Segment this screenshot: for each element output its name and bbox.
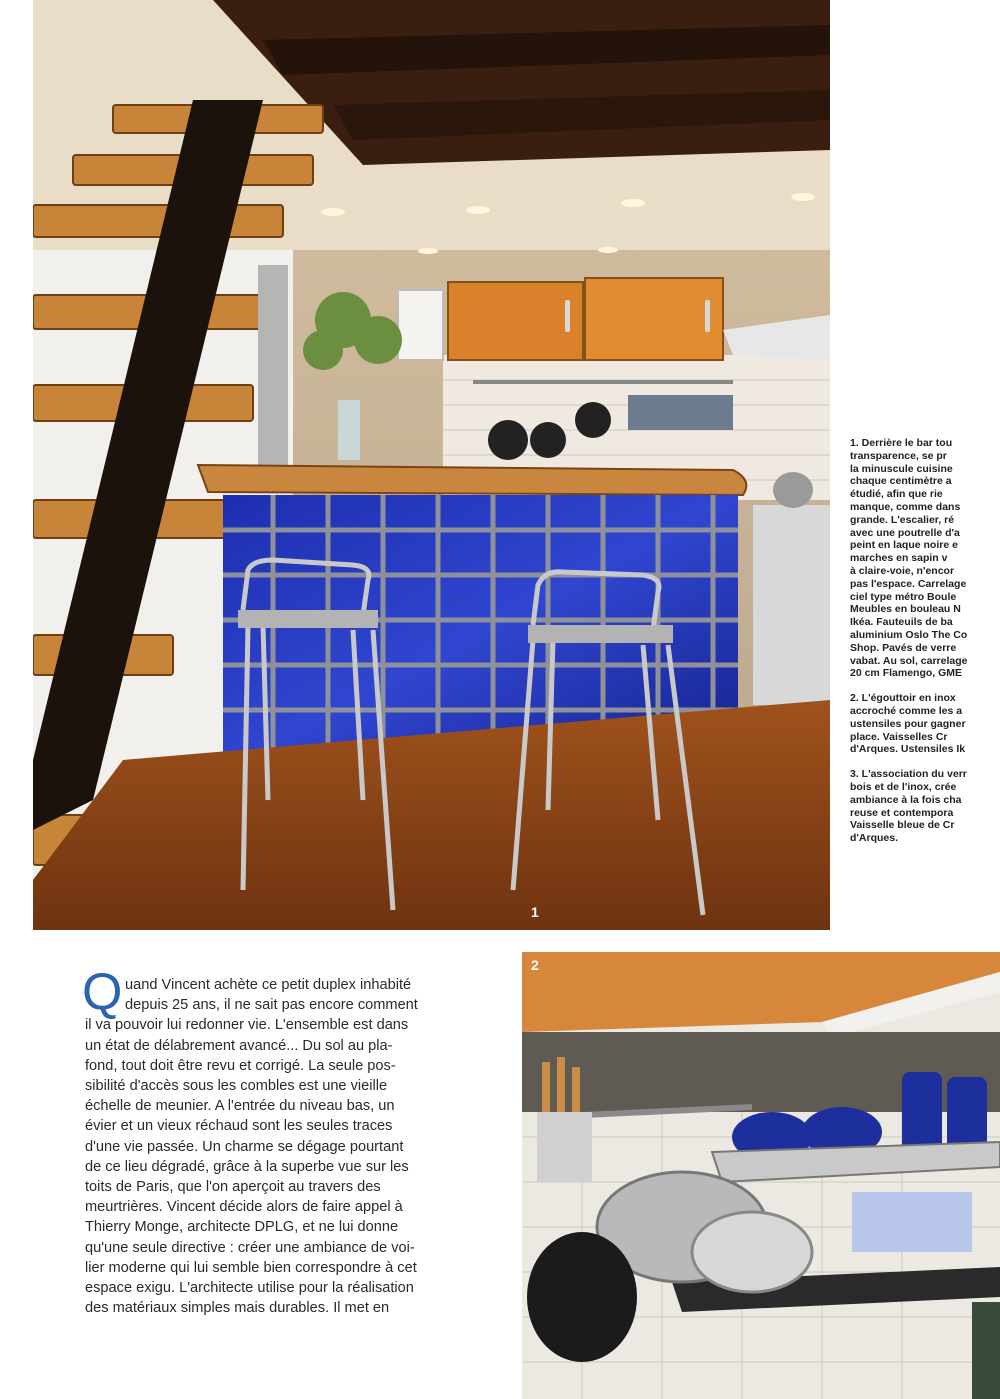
caption-line: aluminium Oslo The Co — [850, 628, 968, 641]
caption-line: marches en sapin v — [850, 552, 948, 565]
caption-line: d'Arques. Ustensiles Ik — [850, 743, 966, 756]
caption-line: 20 cm Flamengo, GME — [850, 667, 963, 680]
caption-line: d'Arques. — [850, 832, 899, 845]
article-line: il va pouvoir lui redonner vie. L'ensemble est dans — [85, 1017, 409, 1034]
caption-line: Vaisselle bleue de Cr — [850, 819, 955, 832]
caption-line: ambiance à la fois cha — [850, 793, 962, 806]
dish-rack-illustration — [522, 952, 1000, 1399]
article-line: fond, tout doit être revu et corrigé. La seule pos- — [85, 1057, 396, 1074]
article-line: échelle de meunier. A l'entrée du niveau bas, un — [85, 1098, 395, 1115]
caption-line: avec une poutrelle d'a — [850, 526, 960, 539]
article-line: évier et un vieux réchaud sont les seules traces — [85, 1118, 393, 1135]
drop-cap: Q — [82, 963, 123, 1021]
caption-3 — [850, 768, 1000, 845]
article-line: depuis 25 ans, il ne sait pas encore comment — [125, 997, 418, 1014]
caption-line: Ikéa. Fauteuils de ba — [850, 616, 953, 629]
caption-line: transparence, se pr — [850, 449, 947, 462]
caption-line: accroché comme les a — [850, 704, 963, 717]
caption-line: pas l'espace. Carrelage — [850, 577, 967, 590]
caption-line: reuse et contempora — [850, 806, 954, 819]
kitchen-illustration — [33, 0, 830, 930]
caption-line: place. Vaisselles Cr — [850, 730, 948, 743]
caption-line: 1. Derrière le bar tou — [850, 437, 953, 449]
article-line: sibilité d'accès sous les combles est une vieille — [85, 1078, 388, 1095]
caption-line: ustensiles pour gagner — [850, 717, 966, 730]
caption-2 — [850, 692, 1000, 756]
caption-1 — [850, 437, 1000, 680]
caption-line: 3. L'association du verr — [850, 768, 967, 781]
caption-line: ciel type métro Boule — [850, 590, 957, 603]
kitchen-bar-photo — [33, 0, 830, 930]
article-line: d'une vie passée. Un charme se dégage pourtant — [85, 1138, 404, 1155]
caption-line: grande. L'escalier, ré — [850, 513, 955, 526]
article-line: espace exigu. L'architecte utilise pour la réalisation — [85, 1280, 414, 1297]
article-line: des matériaux simples mais durables. Il met en — [85, 1300, 390, 1317]
photo-number-1: 1 — [531, 904, 539, 920]
caption-line: 2. L'égouttoir en inox — [850, 692, 956, 705]
article-line: meurtrières. Vincent décide alors de faire appel à — [85, 1199, 403, 1216]
caption-line: Shop. Pavés de verre — [850, 641, 957, 654]
caption-line: manque, comme dans — [850, 500, 961, 513]
dish-rack-photo — [522, 952, 1000, 1399]
caption-line: à claire-voie, n'encor — [850, 564, 955, 577]
caption-line: étudié, afin que rie — [850, 488, 943, 501]
captions-column — [850, 437, 1000, 857]
article-line: toits de Paris, que l'on aperçoit au travers des — [85, 1179, 381, 1196]
article-line: Thierry Monge, architecte DPLG, et ne lui donne — [85, 1219, 399, 1236]
article-line: lier moderne qui lui semble bien correspondre à cet — [85, 1259, 417, 1276]
caption-line: peint en laque noire e — [850, 539, 958, 552]
article-line: qu'une seule directive : créer une ambiance de voi- — [85, 1239, 415, 1256]
caption-line: vabat. Au sol, carrelage — [850, 654, 968, 667]
caption-line: la minuscule cuisine — [850, 462, 953, 475]
caption-line: chaque centimètre a — [850, 475, 952, 488]
article-line: de ce lieu dégradé, grâce à la superbe vue sur les — [85, 1158, 409, 1175]
article-line: uand Vincent achète ce petit duplex inhabité — [125, 977, 412, 993]
caption-line: Meubles en bouleau N — [850, 603, 961, 616]
article-line: un état de délabrement avancé... Du sol au pla- — [85, 1037, 393, 1054]
article-body — [85, 975, 470, 1318]
photo-number-2: 2 — [531, 957, 539, 973]
caption-line: bois et de l'inox, crée — [850, 780, 957, 793]
